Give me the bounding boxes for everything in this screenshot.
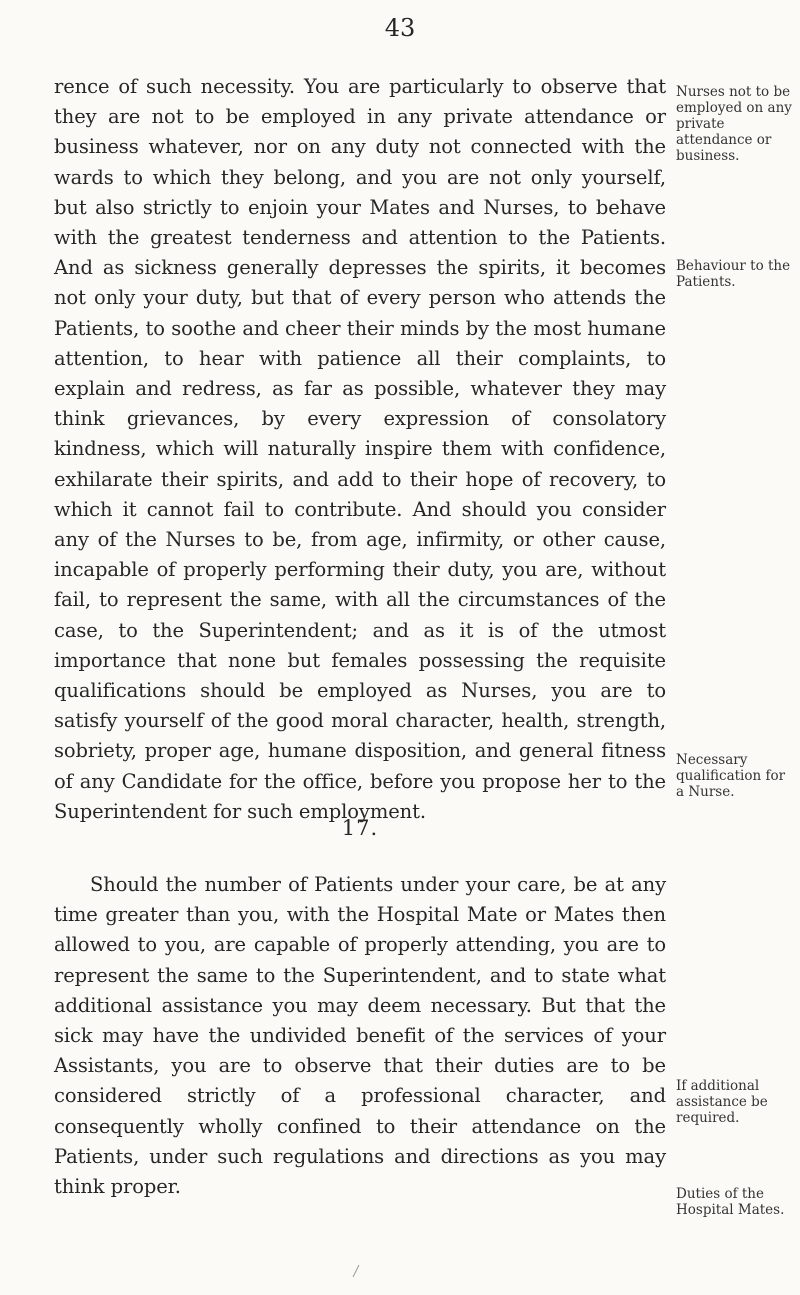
section-number: 17. bbox=[341, 816, 379, 840]
margin-note: Nurses not to be employed on any private attendance or business. bbox=[676, 84, 792, 164]
stray-mark bbox=[352, 1264, 360, 1278]
page-number: 43 bbox=[384, 14, 416, 42]
body-paragraph: Should the number of Patients under your care, be at any time greater than you, with the Hospital Mate or Mates then allowed to you, are capable of properly attending, you are to represent the same to the Superintendent, and to state what additional assistance you may deem necessary. But that the sick may have the undivided benefit of the services of your Assistants, you are to observe that their duties are to be considered strictly of a professional character, and consequently wholly confined to their attendance on the Patients, under such regulations and directions as you may think proper. bbox=[54, 873, 666, 1199]
margin-note: Behaviour to the Patients. bbox=[676, 258, 791, 290]
body-paragraph: rence of such necessity. You are particularly to observe that they are not to be employed in any private attendance or business whatever, nor on any duty not connected with the wards to which they belong, and you are not only yourself, but also strictly to enjoin your Mates and Nurses, to behave with the greatest tenderness and attention to the Patients. And as sickness generally depresses the spirits, it becomes not only your duty, but that of every person who attends the Patients, to soothe and cheer their minds by the most humane attention, to hear with patience all their complaints, to explain and redress, as far as possible, whatever they may think grievances, by every expression of consolatory kindness, which will naturally inspire them with confidence, exhilarate their spirits, and add to their hope of recovery, to which it cannot fail to contribute. And should you consider any of the Nurses to be, from age, infirmity, or other cause, incapable of properly performing their duty, you are, without fail, to represent the same, with all the circumstances of the case, to the Superintendent; and as it is of the utmost importance that none but females possessing the requisite qualifications should be employed as Nurses, you are to satisfy yourself of the good moral character, health, strength, sobriety, proper age, humane disposition, and general fitness of any Candidate for the office, before you propose her to the Superintendent for such employment. bbox=[54, 75, 666, 823]
margin-note: Necessary qualification for a Nurse. bbox=[676, 752, 786, 800]
margin-note: If additional assistance be required. bbox=[676, 1078, 768, 1126]
margin-note: Duties of the Hospital Mates. bbox=[676, 1186, 785, 1218]
